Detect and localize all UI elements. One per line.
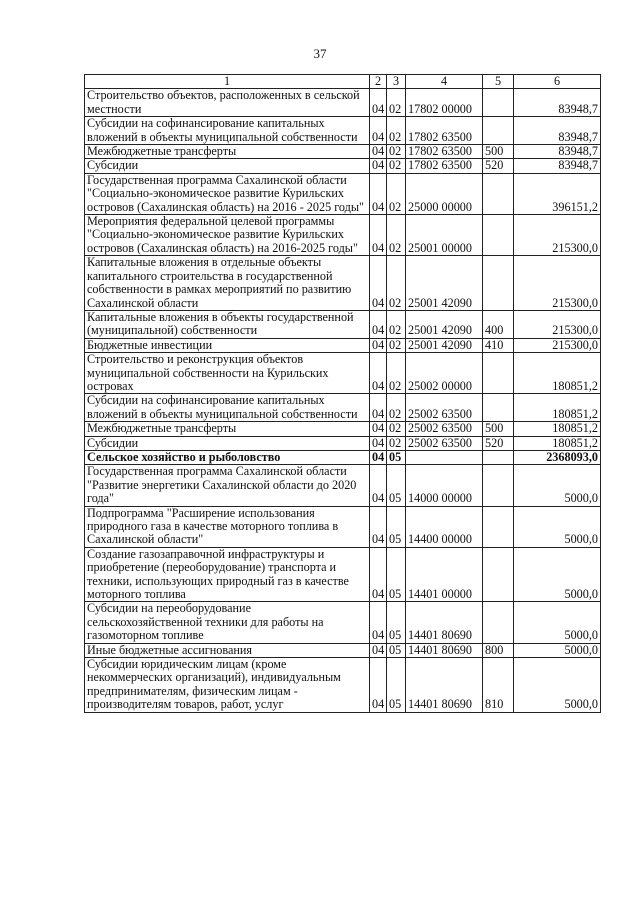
table-row [85,310,601,338]
subsection-code-cell: 02 [387,353,406,394]
row-name-cell: Субсидии [85,436,370,450]
section-code-cell: 04 [370,394,387,422]
target-article-cell: 17802 63500 [406,145,483,159]
row-name-cell: Создание газозаправочной инфраструктуры и приобретение (переоборудование) транспорта и техники, использующих природный газ в качестве моторного топлива [85,547,370,602]
expense-type-cell: 520 [483,436,514,450]
table-row [85,159,601,173]
header-cell: 3 [387,75,406,89]
expense-type-cell [483,450,514,464]
table-row [85,215,601,256]
section-code-cell: 04 [370,547,387,602]
table-row [85,643,601,657]
target-article-cell: 17802 63500 [406,117,483,145]
table-row [85,465,601,506]
subsection-code-cell: 02 [387,159,406,173]
table-row [85,256,601,311]
subsection-code-cell: 02 [387,145,406,159]
amount-cell: 180851,2 [514,422,601,436]
expense-type-cell: 410 [483,338,514,352]
table-row [85,173,601,214]
section-code-cell: 04 [370,310,387,338]
target-article-cell: 25002 63500 [406,422,483,436]
subsection-code-cell: 02 [387,338,406,352]
target-article-cell: 25001 42090 [406,256,483,311]
target-article-cell: 25000 00000 [406,173,483,214]
target-article-cell: 14401 80690 [406,602,483,643]
row-name-cell: Государственная программа Сахалинской области "Развитие энергетики Сахалинской области до 2020 года" [85,465,370,506]
amount-cell: 215300,0 [514,215,601,256]
amount-cell: 180851,2 [514,436,601,450]
expense-type-cell [483,215,514,256]
target-article-cell: 25001 42090 [406,310,483,338]
target-article-cell: 17802 00000 [406,89,483,117]
subsection-code-cell: 02 [387,173,406,214]
section-code-cell: 04 [370,450,387,464]
target-article-cell: 14401 80690 [406,658,483,713]
expense-type-cell [483,117,514,145]
expense-type-cell [483,353,514,394]
section-code-cell: 04 [370,173,387,214]
row-name-cell: Мероприятия федеральной целевой программы "Социально-экономическое развитие Курильских островов (Сахалинская область) на 2016-2025 годы" [85,215,370,256]
row-name-cell: Субсидии на переоборудование сельскохозяйственной техники для работы на газомоторном топливе [85,602,370,643]
table-row [85,394,601,422]
target-article-cell: 17802 63500 [406,159,483,173]
amount-cell: 83948,7 [514,145,601,159]
expense-type-cell [483,547,514,602]
table-row [85,602,601,643]
page-number: 37 [313,46,327,61]
subsection-code-cell: 05 [387,658,406,713]
section-code-cell: 04 [370,215,387,256]
subsection-code-cell: 05 [387,465,406,506]
subsection-code-cell: 02 [387,310,406,338]
row-name-cell: Сельское хозяйство и рыболовство [85,450,370,464]
subsection-code-cell: 05 [387,602,406,643]
expense-type-cell [483,602,514,643]
target-article-cell: 25002 63500 [406,436,483,450]
header-cell: 4 [406,75,483,89]
table-row [85,658,601,713]
row-name-cell: Бюджетные инвестиции [85,338,370,352]
row-name-cell: Строительство объектов, расположенных в сельской местности [85,89,370,117]
target-article-cell: 14401 80690 [406,643,483,657]
subsection-code-cell: 05 [387,506,406,547]
header-cell: 5 [483,75,514,89]
expense-type-cell: 400 [483,310,514,338]
table-row [85,145,601,159]
amount-cell: 5000,0 [514,547,601,602]
amount-cell: 5000,0 [514,643,601,657]
expense-type-cell: 500 [483,145,514,159]
amount-cell: 5000,0 [514,506,601,547]
section-code-cell: 04 [370,602,387,643]
target-article-cell: 25002 63500 [406,394,483,422]
expense-type-cell [483,465,514,506]
header-row [85,75,601,89]
expense-type-cell [483,256,514,311]
subsection-code-cell: 02 [387,256,406,311]
row-name-cell: Субсидии на софинансирование капитальных вложений в объекты муниципальной собственности [85,117,370,145]
expense-type-cell [483,394,514,422]
section-code-cell: 04 [370,256,387,311]
amount-cell: 83948,7 [514,159,601,173]
section-code-cell: 04 [370,506,387,547]
target-article-cell: 14000 00000 [406,465,483,506]
row-name-cell: Субсидии [85,159,370,173]
row-name-cell: Подпрограмма "Расширение использования природного газа в качестве моторного топлива в Сахалинской области" [85,506,370,547]
subsection-code-cell: 02 [387,436,406,450]
expense-type-cell: 500 [483,422,514,436]
target-article-cell: 25001 00000 [406,215,483,256]
table-row [85,338,601,352]
subsection-code-cell: 05 [387,450,406,464]
header-cell: 2 [370,75,387,89]
target-article-cell: 14401 00000 [406,547,483,602]
table-row [85,422,601,436]
amount-cell: 5000,0 [514,658,601,713]
expense-type-cell: 520 [483,159,514,173]
amount-cell: 180851,2 [514,394,601,422]
table-row [85,547,601,602]
budget-table [84,74,601,713]
amount-cell: 5000,0 [514,602,601,643]
subsection-code-cell: 05 [387,643,406,657]
section-code-cell: 04 [370,436,387,450]
row-name-cell: Субсидии юридическим лицам (кроме некоммерческих организаций), индивидуальным предпринимателям, физическим лицам - производителям товаров, работ, услуг [85,658,370,713]
amount-cell: 5000,0 [514,465,601,506]
subsection-code-cell: 02 [387,117,406,145]
subsection-code-cell: 02 [387,215,406,256]
amount-cell: 83948,7 [514,117,601,145]
expense-type-cell [483,89,514,117]
section-code-cell: 04 [370,658,387,713]
section-code-cell: 04 [370,89,387,117]
section-code-cell: 04 [370,643,387,657]
table-row [85,450,601,464]
target-article-cell: 14400 00000 [406,506,483,547]
subsection-code-cell: 02 [387,89,406,117]
row-name-cell: Субсидии на софинансирование капитальных вложений в объекты муниципальной собственности [85,394,370,422]
section-code-cell: 04 [370,338,387,352]
table-row [85,89,601,117]
table-row [85,117,601,145]
row-name-cell: Межбюджетные трансферты [85,422,370,436]
amount-cell: 215300,0 [514,310,601,338]
row-name-cell: Капитальные вложения в объекты государственной (муниципальной) собственности [85,310,370,338]
section-code-cell: 04 [370,159,387,173]
table-row [85,436,601,450]
table-row [85,506,601,547]
row-name-cell: Иные бюджетные ассигнования [85,643,370,657]
section-code-cell: 04 [370,145,387,159]
expense-type-cell [483,506,514,547]
target-article-cell: 25002 00000 [406,353,483,394]
table-row [85,353,601,394]
header-cell: 6 [514,75,601,89]
expense-type-cell [483,173,514,214]
amount-cell: 215300,0 [514,338,601,352]
amount-cell: 215300,0 [514,256,601,311]
subsection-code-cell: 05 [387,547,406,602]
header-cell: 1 [85,75,370,89]
subsection-code-cell: 02 [387,422,406,436]
expense-type-cell: 800 [483,643,514,657]
section-code-cell: 04 [370,422,387,436]
target-article-cell [406,450,483,464]
amount-cell: 83948,7 [514,89,601,117]
amount-cell: 2368093,0 [514,450,601,464]
row-name-cell: Межбюджетные трансферты [85,145,370,159]
target-article-cell: 25001 42090 [406,338,483,352]
row-name-cell: Капитальные вложения в отдельные объекты капитального строительства в государственной собственности в рамках мероприятий по развитию Сахалинской области [85,256,370,311]
amount-cell: 396151,2 [514,173,601,214]
row-name-cell: Строительство и реконструкция объектов муниципальной собственности на Курильских островах [85,353,370,394]
section-code-cell: 04 [370,353,387,394]
section-code-cell: 04 [370,465,387,506]
row-name-cell: Государственная программа Сахалинской области "Социально-экономическое развитие Курильских островов (Сахалинская область) на 2016 - 2025 годы" [85,173,370,214]
section-code-cell: 04 [370,117,387,145]
amount-cell: 180851,2 [514,353,601,394]
expense-type-cell: 810 [483,658,514,713]
subsection-code-cell: 02 [387,394,406,422]
